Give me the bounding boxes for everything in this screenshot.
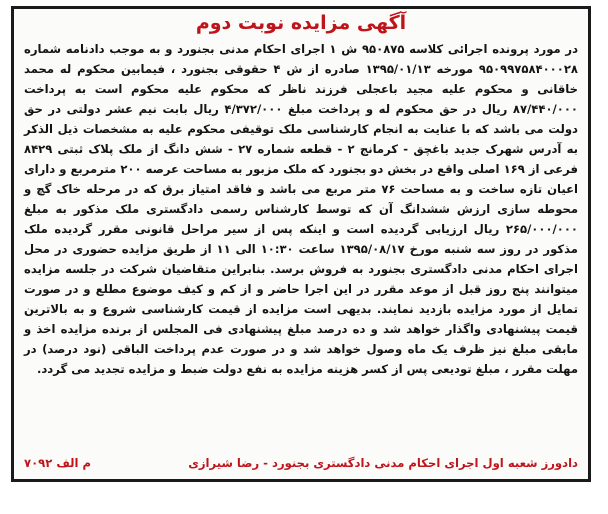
notice-body	[24, 39, 578, 379]
notice-title: آگهی مزایده نوبت دوم	[195, 12, 407, 34]
notice-paragraph: در مورد پرونده اجرائی کلاسه ۹۵۰۸۷۵ ش ۱ اجرای احکام مدنی بجنورد و به موجب دادنامه شماره ۹۵۰۹۹۷۵۸۴۰۰۰۲۸ مورخه ۱۳۹۵/۰۱/۱۳ صادره از ش ۴ حقوقی بجنورد ، فیمابین محکوم له محمد خاقانی و محکوم علیه مجید باعجلی فرزند ناظر که محکوم علیه محکوم است به پرداخت ۸۷/۴۴۰/۰۰۰ ریال در حق محکوم له و پرداخت مبلغ ۴/۳۷۲/۰۰۰ ریال بابت نیم عشر دولتی در حق دولت می باشد که با عنایت به انجام کارشناسی ملک توقیفی محکوم علیه به مشخصات ذیل الذکر به آدرس شهرک جدید باغچق - کرمانج ۲ - قطعه شماره ۲۷ - شش دانگ از ملک پلاک ثبتی ۸۴۲۹ فرعی از ۱۶۹ اصلی واقع در بخش دو بجنورد که ملک مزبور به مساحت عرصه ۲۰۰ مترمربع و دارای اعیان تازه ساخت و به مساحت ۷۶ متر مربع می باشد و فاقد امتیاز برق که در مرحله خاک گچ و محوطه سازی ارزش ششدانگ آن که توسط کارشناس رسمی دادگستری ملک مذکور به مبلغ ۲۶۵/۰۰۰/۰۰۰ ریال ارزیابی گردیده است و اینکه پس از سیر مراحل قانونی مقرر گردیده ملک مذکور در روز سه شنبه مورخ ۱۳۹۵/۰۸/۱۷ ساعت ۱۰:۳۰ الی ۱۱ از طریق مزایده حضوری در محل اجرای احکام مدنی دادگستری بجنورد به فروش برسد. بنابراین متقاضیان شرکت در جلسه مزایده میتوانند پنج روز قبل از موعد مقرر در این اجرا حاضر و از کم و کیف موضوع مطلع و در صورت تمایل از مورد مزایده بازدید نمایند. بدیهی است مزایده از قیمت کارشناسی شروع و به بالاترین قیمت پیشنهادی واگذار خواهد شد و ده درصد مبلغ پیشنهادی فی المجلس از برنده مزایده اخذ و مابقی مبلغ نیز ظرف یک ماه وصول خواهد شد و در صورت عدم پرداخت الباقی (نود درصد) در مهلت مقرر ، مبلغ تودیعی پس از کسر هزینه مزایده به نفع دولت ضبط و مزایده تجدید می گردد.	[24, 42, 579, 376]
notice-signer: دادورز شعبه اول اجرای احکام مدنی دادگستری بجنورد - رضا شیرازی	[188, 456, 578, 470]
notice-reference-code: م الف ۷۰۹۲	[24, 456, 92, 470]
auction-notice	[11, 6, 591, 482]
notice-footer	[24, 453, 578, 473]
